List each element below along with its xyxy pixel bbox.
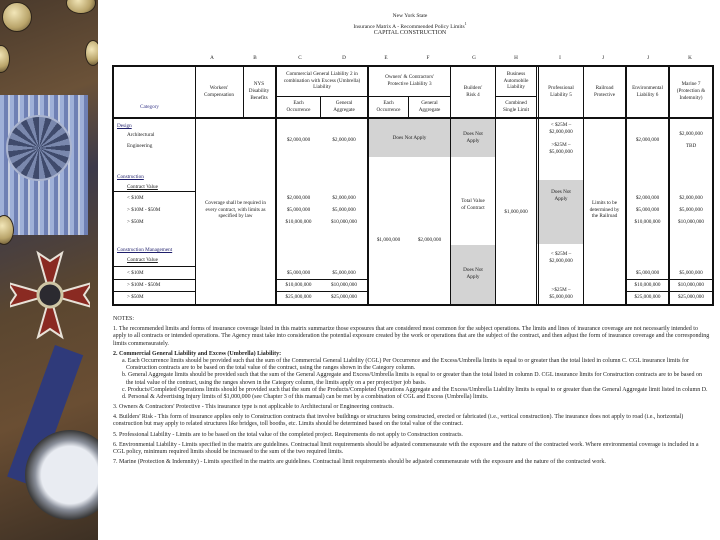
- note-7: 7. Marine (Protection & Indemnity) - Limits specified in the matrix are guidelines. Contractual limit requirements should be adjusted commensurate with the exposure and the nature of the contracted work.: [113, 459, 606, 466]
- row-k: $2,000,000: [679, 195, 703, 201]
- environmental-liability-header: Environmental Liability 6: [632, 84, 663, 98]
- design-ef: Does Not Apply: [392, 134, 427, 141]
- row-k: $5,000,000: [679, 270, 703, 276]
- row-d: $5,000,000: [332, 207, 356, 213]
- divider: [112, 191, 195, 192]
- builders-risk-header: Builders' Risk 4: [463, 84, 483, 98]
- note-4: 4. Builders' Risk - This form of insurance applies only to Construction contracts that involve buildings or structures being constructed, erected or fabricated (i.e., vertical construction). The insurance does not apply to road (i.e., horizontal): [113, 414, 684, 421]
- cm-i2: >$25M – $5,000,000: [549, 287, 573, 300]
- matrix-title-text: Insurance Matrix A - Recommended Policy Limits: [353, 23, 465, 30]
- rosette-icon: [6, 115, 72, 181]
- design-sub: Engineering: [127, 143, 153, 149]
- button-medal-icon: [0, 45, 10, 73]
- row-env: $10,000,000: [634, 219, 661, 225]
- workers-comp-requirement: Coverage shall be required in every contract, with limits as specified by law: [204, 199, 267, 220]
- row-range: > $50M: [127, 294, 144, 300]
- design-d: $2,000,000: [332, 137, 356, 143]
- col-letter: H: [514, 55, 518, 61]
- row-k: $10,000,000: [678, 282, 704, 288]
- row-k: $5,000,000: [679, 207, 703, 213]
- row-c: $10,000,000: [285, 282, 312, 288]
- row-env: $2,000,000: [635, 195, 660, 201]
- section-title: CAPITAL CONSTRUCTION: [373, 30, 447, 36]
- design-c: $2,000,000: [286, 137, 311, 143]
- divider: [112, 266, 195, 267]
- divider: [112, 291, 195, 292]
- design-g: Does Not Apply: [463, 131, 483, 144]
- category-header: Category: [140, 104, 160, 110]
- cm-g: Does Not Apply: [463, 267, 483, 280]
- col-letter: E: [384, 55, 388, 61]
- divider: [625, 279, 713, 280]
- business-auto-header: Business Automobile Liability: [503, 70, 529, 91]
- note-2a: a. Each Occurrence limits should be provided such that the sum of the Commercial General Liability (CGL) Per Occurrence and the Excess/Umbrella limits is equal to or greater than the total listed in column C. CGL insurance limits for: [122, 357, 689, 364]
- col-letter: F: [426, 55, 430, 61]
- decorative-medals-photo: [0, 0, 98, 540]
- note-6: 6. Environmental Liability - Limits specified in the matrix are guidelines. Contractual limit requirements should be adjusted commensurate with the exposure and the nature of the contracted work. Where environmental coverage is included in a: [113, 441, 699, 448]
- contract-value-label: Contract Value: [127, 184, 158, 190]
- col-letter: B: [253, 55, 257, 61]
- divider: [275, 279, 367, 280]
- row-c: $5,000,000: [286, 207, 311, 213]
- construction-i: Does Not Apply: [551, 189, 571, 202]
- row-c: $5,000,000: [286, 270, 311, 276]
- row-range: > $10M - $50M: [127, 207, 161, 213]
- col-letter: J: [646, 55, 650, 61]
- railroad-protective-header: Railroad Protective: [593, 84, 616, 98]
- design-i2: >$25M – $5,000,000: [549, 142, 573, 155]
- row-d: $10,000,000: [331, 219, 357, 225]
- design-k2: TBD: [685, 143, 697, 149]
- design-env: $2,000,000: [635, 137, 660, 143]
- design-category: Design: [117, 123, 132, 129]
- note-1: 1. The recommended limits and forms of insurance coverage listed in this matrix summarize those exposures that are considered most common for the subject operations. The limits and lines of insurance coverage are not necessarily intended to: [113, 326, 698, 333]
- divider: [536, 65, 537, 305]
- note-5: 5. Professional Liability - Limits are to be based on the total value of the completed project. Requirements do not apply to Construction contracts.: [113, 431, 463, 438]
- maltese-cross-medal-icon: [10, 245, 90, 345]
- construction-category: Construction: [117, 174, 144, 180]
- row-range: > $10M - $50M: [127, 282, 161, 288]
- contract-value-label: Contract Value: [127, 257, 158, 263]
- row-c: $10,000,000: [285, 219, 312, 225]
- ocp-e-value: $1,000,000: [376, 237, 401, 243]
- divider: [275, 291, 367, 292]
- note-6: CGL policy, minimum required limits should be increased to the sum of the two required limits.: [113, 449, 344, 455]
- note-2a: Construction contracts are to be based on the total value of the contract, using the ranges shown in the Category column.: [126, 365, 416, 372]
- row-c: $25,000,000: [285, 294, 312, 300]
- row-range: < $10M: [127, 195, 144, 201]
- notes-section: [113, 316, 715, 466]
- divider: [112, 65, 114, 305]
- row-env: $5,000,000: [635, 270, 660, 276]
- note-4: construction but may apply to related structures like bridges, toll booths, etc. Limits should be determined based on the total value of the contract.: [113, 421, 464, 428]
- row-range: > $50M: [127, 219, 144, 225]
- row-env: $25,000,000: [634, 294, 661, 300]
- divider: [712, 65, 714, 305]
- button-medal-icon: [2, 2, 32, 32]
- note-2c: c. Products/Completed Operations limits should be provided such that the sum of the Products/Completed Operations Aggregate and the Excess/Umbrella Liability limits is equal to or greater than the General Aggregate limit listed in column D.: [122, 386, 708, 393]
- note-1: limits commensurately.: [113, 340, 169, 347]
- state-title: New York State: [392, 13, 428, 19]
- col-letter: C: [298, 55, 302, 61]
- notes-heading: NOTES:: [113, 316, 134, 322]
- col-letter: K: [688, 55, 692, 61]
- construction-g: Total Value of Contract: [461, 198, 485, 211]
- note-1: apply to all contracts or intended operations. The Agency must take into consideration the potential exposure created by the work or operations that are the subject of the contract, and then adjust the form of insurance coverage and the corresponding: [113, 333, 710, 340]
- compass-icon: [25, 430, 98, 520]
- ocp-header: Owners' & Contractors' Protective Liability 3: [385, 74, 434, 87]
- row-env: $5,000,000: [635, 207, 660, 213]
- row-k: $10,000,000: [678, 219, 704, 225]
- marine-header: Marine 7 (Protection & Indemnity): [676, 81, 706, 101]
- note-2b: b. General Aggregate limits should be provided such that the sum of the General Aggregate and Excess/Umbrella limits is equal to or greater than the total listed in column D. CGL insurance limits for Construction contracts are to be based on: [122, 372, 702, 379]
- design-i1: < $25M – $2,000,000: [549, 122, 573, 135]
- note-2: 2. Commercial General Liability and Excess (Umbrella) Liability:: [113, 350, 282, 357]
- col-letter: J: [601, 55, 605, 61]
- professional-liability-header: Professional Liability 5: [548, 84, 574, 98]
- cgl-header: Commercial General Liability 2 in combination with Excess (Umbrella) Liability: [283, 70, 361, 91]
- combined-single-limit-header: Combined Single Limit: [502, 100, 530, 113]
- design-sub: Architectural: [127, 132, 155, 138]
- divider: [625, 291, 713, 292]
- divider: [112, 279, 195, 280]
- row-env: $10,000,000: [634, 282, 661, 288]
- col-letter: I: [559, 55, 561, 61]
- ocp-each-occurrence-header: Each Occurrence: [376, 100, 401, 113]
- each-occurrence-header: Each Occurrence: [286, 100, 311, 113]
- note-2b: the total value of the contract, using the ranges shown in the Category column, the limits apply on a per project/per job basis.: [126, 379, 427, 386]
- auto-h-value: $1,000,000: [504, 209, 528, 215]
- row-range: < $10M: [127, 270, 144, 276]
- col-letter: A: [210, 55, 214, 61]
- footnote-ref: 1: [464, 21, 467, 26]
- disability-header: NYS Disability Benefits: [248, 81, 270, 101]
- design-k1: $2,000,000: [679, 131, 703, 137]
- workers-comp-header: Workers' Compensation: [204, 84, 234, 98]
- matrix-title: [100, 21, 720, 30]
- col-letter: D: [342, 55, 346, 61]
- row-d: $10,000,000: [331, 282, 357, 288]
- row-k: $25,000,000: [678, 294, 704, 300]
- note-2d: d. Personal & Advertising Injury limits of $1,000,000 (see Chapter 3 of this manual) can be met by a combination of CGL and Excess (Umbrella) limits.: [122, 393, 489, 400]
- row-d: $5,000,000: [332, 270, 356, 276]
- row-c: $2,000,000: [286, 195, 311, 201]
- row-d: $2,000,000: [332, 195, 356, 201]
- ocp-general-aggregate-header: General Aggregate: [418, 100, 441, 113]
- divider: [112, 304, 714, 306]
- general-aggregate-header: General Aggregate: [333, 100, 355, 113]
- railroad-value: Limits to be determined by the Railroad: [589, 199, 620, 220]
- note-3: 3. Owners & Contractors' Protective - This insurance type is not applicable to Architectural or Engineering contracts.: [113, 404, 394, 411]
- cm-category: Construction Management: [117, 247, 173, 253]
- row-d: $25,000,000: [331, 294, 357, 300]
- cm-i1: < $25M – $2,000,000: [549, 251, 573, 264]
- col-letter: G: [472, 55, 476, 61]
- ocp-f-value: $2,000,000: [417, 237, 442, 243]
- button-medal-icon: [66, 0, 96, 14]
- button-medal-icon: [85, 40, 98, 66]
